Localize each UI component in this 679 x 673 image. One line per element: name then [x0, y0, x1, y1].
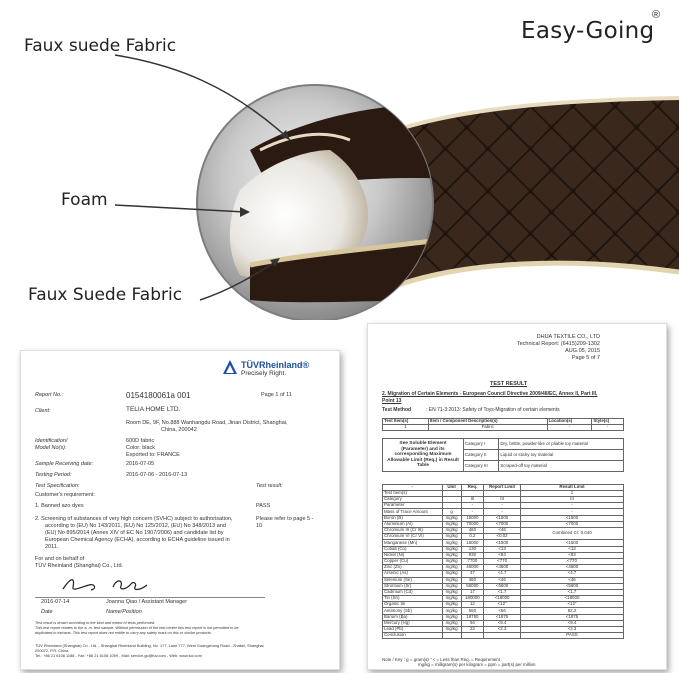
results-row	[383, 633, 624, 639]
results-cell: <13	[484, 546, 521, 552]
results-cell: <770	[484, 558, 521, 564]
dhua-date: AUG.05, 2015	[565, 348, 600, 354]
footnote-2: This test report relates to the a. m. test sample. Without permission of the test center this test report is not permitted to be	[35, 626, 239, 630]
results-cell: Antimony (Sb)	[383, 608, 443, 614]
results-cell: <46	[484, 577, 521, 583]
brand-logo: Easy-Going	[521, 18, 655, 44]
test-method-value: : EN 71-3:2013: Safety of Toys-Migration of certain elements	[426, 407, 560, 413]
results-cell: mg/kg	[442, 596, 461, 602]
component-header-0: Test Item(s)	[383, 419, 429, 425]
results-cell: 12	[461, 602, 484, 608]
results-cell: mg/kg	[442, 571, 461, 577]
category-1: Category I	[464, 439, 499, 450]
results-cell: mg/kg	[442, 627, 461, 633]
component-cell-0: 1	[383, 424, 429, 430]
report-no-label: Report No.:	[35, 392, 64, 398]
component-table	[382, 418, 624, 431]
results-cell: mg/kg	[442, 577, 461, 583]
results-cell: <2.3	[521, 627, 624, 633]
results-cell: g	[442, 509, 461, 515]
results-cell: <1875	[484, 614, 521, 620]
results-cell: <56	[484, 608, 521, 614]
results-cell: Mass of Trace Amount	[383, 509, 443, 515]
soluble-line-2: (Parameter) and its	[401, 446, 445, 452]
results-cell: <4600	[484, 565, 521, 571]
results-cell: <93	[521, 552, 624, 558]
results-cell: mg/kg	[442, 521, 461, 527]
results-cell: <46	[484, 528, 521, 534]
testing-period-label: Testing Period:	[35, 472, 72, 478]
sample-date-label: Sample Receiving date:	[35, 461, 94, 467]
category-2: Category II	[464, 450, 499, 461]
results-cell: mg/kg	[442, 546, 461, 552]
footnote-1: Test result is drawn according to the kind and extent of tests performed.	[35, 621, 156, 625]
results-cell: <4.7	[521, 571, 624, 577]
soluble-line-1: See Soluble Element	[399, 441, 447, 447]
results-cell: Copper (Cu)	[383, 558, 443, 564]
results-cell: mg/kg	[442, 583, 461, 589]
results-cell: 1	[521, 490, 624, 496]
component-cell-1: Fabric	[428, 424, 547, 430]
results-cell: <13	[521, 546, 624, 552]
client-address-2: China, 200042	[161, 427, 197, 433]
soluble-element-cell	[383, 439, 464, 472]
combined-cr-cell: Combined Cr: 0.040	[521, 528, 624, 540]
component-cell-2: -	[547, 424, 592, 430]
results-cell: mg/kg	[442, 540, 461, 546]
results-cell: 0.2	[461, 534, 484, 540]
results-cell: <4.7	[484, 571, 521, 577]
results-cell: mg/kg	[442, 534, 461, 540]
results-cell: Organic tin	[383, 602, 443, 608]
results-cell: -	[521, 503, 624, 509]
tuv-test-report	[20, 350, 340, 670]
results-cell: <1.7	[484, 589, 521, 595]
dhua-tech-report: Technical Report: (6415)209-1302	[516, 341, 600, 347]
identification-label: Identification/	[35, 438, 68, 444]
results-cell: 47	[461, 571, 484, 577]
behalf-line-2: TÜV Rheinland (Shanghai) Co., Ltd.	[35, 563, 124, 569]
callout-faux-suede-top: Faux suede Fabric	[24, 36, 177, 56]
results-cell: <1875	[521, 614, 624, 620]
results-cell: 56000	[461, 583, 484, 589]
results-cell: <93	[484, 552, 521, 558]
results-header-2: Req.	[461, 485, 484, 491]
identification-1: 600D fabric	[126, 438, 155, 444]
results-cell: 460	[461, 577, 484, 583]
key-note-1: Note / Key : g = gram(s) " < = Less than Req. = Requirement	[382, 657, 500, 662]
behalf-line-1: For and on behalf of	[35, 556, 85, 562]
dhua-test-report	[367, 323, 667, 670]
tuv-contact: Tel.: +86 21 6108 1188 - Fax: +86 21 6108 1099 - Mail: service-gc@tuv.com - Web: www.tuv.com	[35, 653, 202, 658]
results-cell: 130	[461, 546, 484, 552]
report-page: Page 1 of 11	[261, 392, 292, 398]
footnote-3: duplicated in extracts. This test report does not entitle to carry any safety mark on this or similar products.	[35, 631, 212, 635]
callout-faux-suede-bottom: Faux Suede Fabric	[28, 285, 183, 305]
results-cell: Nickel (Ni)	[383, 552, 443, 558]
category-table	[382, 438, 624, 472]
migration-title-2: Point 13	[382, 398, 402, 404]
results-header-1: Unit	[442, 485, 461, 491]
sample-date: 2016-07-05	[126, 461, 155, 467]
category-3: Category III	[464, 461, 499, 472]
tuv-tagline: Precisely Right.	[241, 370, 287, 377]
results-cell: mg/kg	[442, 608, 461, 614]
results-cell: 180000	[461, 596, 484, 602]
results-cell: 930	[461, 552, 484, 558]
test-spec-label: Test Specification:	[35, 483, 80, 489]
results-cell: 18750	[461, 614, 484, 620]
test-method-label: Test Method	[382, 407, 412, 413]
results-cell: Cadmium (Cd)	[383, 589, 443, 595]
results-cell: <1500	[521, 515, 624, 521]
results-cell: 46000	[461, 565, 484, 571]
results-cell: Lead (Pb)	[383, 627, 443, 633]
results-cell: <12"	[484, 602, 521, 608]
results-cell: III	[484, 497, 521, 503]
results-cell: mg/kg	[442, 558, 461, 564]
identification-3: Exported to: FRANCE	[126, 452, 180, 458]
results-cell: Selenium (Se)	[383, 577, 443, 583]
soluble-line-3: corresponding Maximum	[394, 452, 452, 458]
results-cell: 23	[461, 627, 484, 633]
results-cell: <46	[521, 577, 624, 583]
results-cell: Chromium III (Cr III)	[383, 528, 443, 534]
results-cell: <0.02	[484, 534, 521, 540]
results-cell: 15000	[461, 540, 484, 546]
results-cell: <1500	[484, 515, 521, 521]
results-cell: <7000	[521, 521, 624, 527]
client-address-1: Room DE, 9F, No.888 Wanhangdu Road, Jinan District, Shanghai,	[126, 420, 288, 426]
results-cell: <770	[521, 558, 624, 564]
results-cell: 560	[461, 608, 484, 614]
spec-item-2-result-2: 10	[256, 523, 263, 529]
results-header-0: -	[383, 485, 443, 491]
results-cell: 70000	[461, 521, 484, 527]
report-no: 0154180061a 001	[126, 391, 191, 400]
results-cell: <5600	[484, 583, 521, 589]
results-cell: 17	[461, 589, 484, 595]
soluble-line-5: Table	[416, 463, 430, 469]
results-cell: -	[521, 509, 624, 515]
signature-image	[61, 573, 151, 595]
registered-mark: ®	[652, 9, 661, 21]
client-label: Client:	[35, 408, 51, 414]
results-cell: mg/kg	[442, 565, 461, 571]
results-cell: Mercury (Hg)	[383, 620, 443, 626]
identification-2: Color: black	[126, 445, 156, 451]
results-cell: 82.2	[521, 608, 624, 614]
model-label: Model No(s):	[35, 445, 67, 451]
results-header-4: Result Limit	[521, 485, 624, 491]
results-cell: Arsenic (As)	[383, 571, 443, 577]
soluble-line-4: Allowable Limit (Req.) in Result	[387, 457, 459, 463]
results-cell: <12"	[521, 602, 624, 608]
client-name: TELIA HOME LTD.	[126, 406, 181, 413]
results-cell: Conclusion	[383, 633, 443, 639]
category-1-desc: Dry, brittle, powder-like or pliable toy material	[499, 439, 624, 450]
results-cell: Aluminium (Al)	[383, 521, 443, 527]
spec-item-2-result-1: Please refer to page 5 -	[256, 516, 314, 522]
results-cell: <2.3	[484, 627, 521, 633]
spec-item-1: 1. Banned azo dyes	[35, 503, 84, 509]
testing-period: 2016-07-06 - 2016-07-13	[126, 472, 188, 478]
dhua-page: Page 5 of 7	[571, 355, 600, 361]
component-cell-3: -	[592, 424, 624, 430]
customer-requirement: Customer's requirement:	[35, 492, 96, 498]
results-cell: Category	[383, 497, 443, 503]
results-cell	[461, 633, 484, 639]
results-cell: <7000	[484, 521, 521, 527]
tuv-logo-text: TÜVRheinland®	[241, 360, 310, 370]
results-cell: Manganese (Mn)	[383, 540, 443, 546]
results-cell: 94	[461, 620, 484, 626]
results-cell: <5600	[521, 583, 624, 589]
results-cell: <18000	[484, 596, 521, 602]
results-cell: mg/kg	[442, 552, 461, 558]
migration-title-1: 2. Migration of Certain Elements - European Council Directive 2009/48/EC, Annex II, Part III,	[382, 391, 598, 397]
callout-foam: Foam	[61, 190, 108, 210]
results-cell: -	[484, 509, 521, 515]
results-cell: Parameter	[383, 503, 443, 509]
test-result-label: Test result:	[256, 483, 283, 489]
key-note-2: mg/kg = milligram(s) per kilogram = ppm = part(s) per million	[418, 662, 536, 667]
test-result-title: TEST RESULT	[490, 381, 528, 387]
results-cell: <1500	[521, 540, 624, 546]
results-cell: -	[461, 503, 484, 509]
results-cell: Boron (B)	[383, 515, 443, 521]
sign-date: 2016-07-14	[41, 599, 70, 605]
results-cell: Strontium (Sr)	[383, 583, 443, 589]
results-cell: mg/kg	[442, 589, 461, 595]
category-3-desc: Scraped-off toy material	[499, 461, 624, 472]
spec-item-2-line-5: 2011.	[45, 544, 59, 550]
results-cell	[484, 633, 521, 639]
results-cell: III	[461, 497, 484, 503]
dhua-company: DHUA TEXTILE CO., LTD	[536, 334, 600, 340]
results-cell: Test Item(s)	[383, 490, 443, 496]
results-cell: mg/kg	[442, 515, 461, 521]
results-cell: Chromium VI (Cr VI)	[383, 534, 443, 540]
results-cell: 15000	[461, 515, 484, 521]
component-header-1: Item / Component Description(s)	[428, 419, 547, 425]
results-cell: mg/kg	[442, 614, 461, 620]
results-cell: <18000	[521, 596, 624, 602]
results-table	[382, 484, 624, 639]
results-cell: PASS	[521, 633, 624, 639]
name-position-label: Name/Position	[106, 609, 142, 615]
results-cell: Tin (Sn)	[383, 596, 443, 602]
spec-item-2-line-3: (EU) No 895/2014 (Annex XIV of EC No 1907/2006) and candidate list by	[45, 530, 224, 536]
results-cell: mg/kg	[442, 602, 461, 608]
results-cell	[442, 633, 461, 639]
spec-item-2-line-1: 2. Screening of substances of very high concern (SVHC) subject to authorisation,	[35, 516, 233, 522]
results-cell: Zinc (Zn)	[383, 565, 443, 571]
tuv-triangle-icon	[222, 359, 238, 375]
results-cell: mg/kg	[442, 620, 461, 626]
signer: Joanna Qiao / Assistant Manager	[106, 599, 188, 605]
results-cell: Cobalt (Co)	[383, 546, 443, 552]
results-header-3: Report Limit	[484, 485, 521, 491]
results-cell: III	[521, 497, 624, 503]
tuv-address-1: TÜV Rheinland (Shanghai) Co., Ltd. - Shanghai Rheinland Building, No. 177, Lane 777, West Guangzhong Road - Zhabei, Shanghai	[35, 643, 264, 648]
results-cell: 7700	[461, 558, 484, 564]
results-cell: mg/kg	[442, 528, 461, 534]
spec-item-2-line-2: according to (EU) No 143/2011, (EU) No 125/2012, (EU) No 348/2013 and	[45, 523, 226, 529]
component-header-2: Location(s)	[547, 419, 592, 425]
spec-item-1-result: PASS	[256, 503, 271, 509]
results-cell: 460	[461, 528, 484, 534]
component-header-3: Style(s)	[592, 419, 624, 425]
results-cell: <1.7	[521, 589, 624, 595]
results-cell: <1500	[484, 540, 521, 546]
results-cell: <4600	[521, 565, 624, 571]
tuv-address-2: 200072, P.R. China	[35, 648, 69, 653]
results-cell: <9.4	[521, 620, 624, 626]
category-2-desc: Liquid or sticky toy material	[499, 450, 624, 461]
results-cell: Barium (Ba)	[383, 614, 443, 620]
results-cell: -	[461, 509, 484, 515]
spec-item-2-line-4: European Chemical Agency (ECHA), according to ECHA guideline issued in	[45, 537, 230, 543]
results-cell: <9.4	[484, 620, 521, 626]
date-label: Date	[41, 609, 53, 615]
results-cell: -	[484, 503, 521, 509]
